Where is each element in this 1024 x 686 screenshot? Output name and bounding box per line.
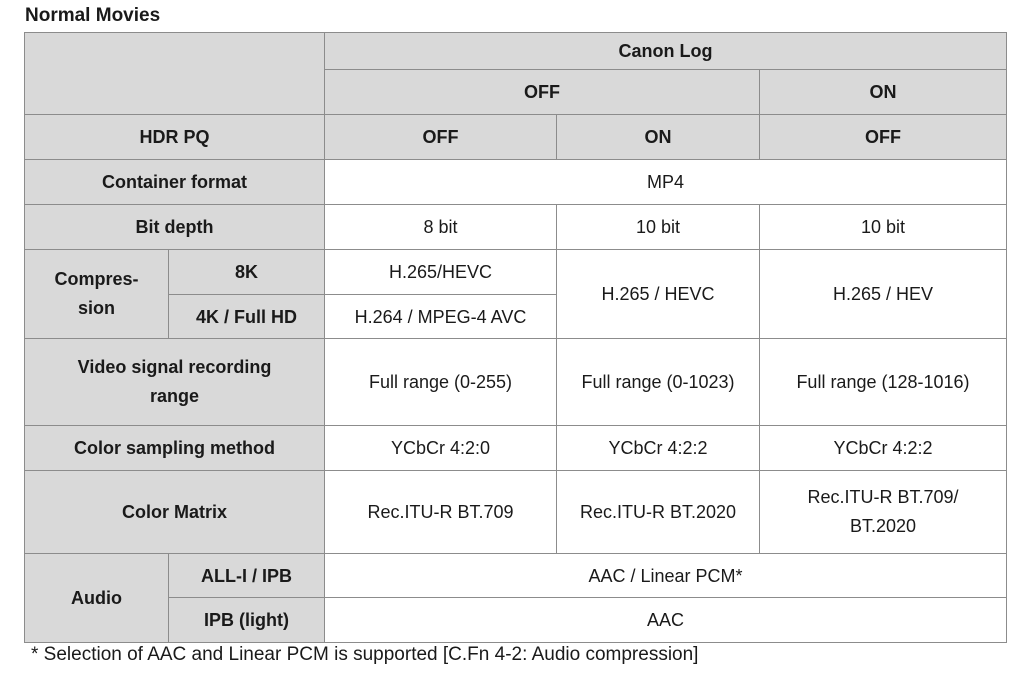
normal-movies-spec-table [24,32,1007,643]
compression-col3: H.265 / HEV [760,250,1007,339]
color-matrix-col3-line2: BT.2020 [849,516,917,536]
table-row-video-signal [25,339,1007,426]
bit-depth-col1: 8 bit [325,205,557,250]
canon-log-on-header: ON [760,70,1007,115]
bit-depth-col3: 10 bit [760,205,1007,250]
bit-depth-col2: 10 bit [557,205,760,250]
video-signal-col3: Full range (128-1016) [760,339,1007,426]
table-row-color-sampling [25,426,1007,471]
table-row-audio-ipb-light [25,598,1007,643]
canon-log-off-header: OFF [325,70,760,115]
compression-label-line1: Compres- [54,269,139,289]
table-row-compression-8k [25,250,1007,295]
container-format-value: MP4 [325,160,1007,205]
color-matrix-col3 [760,471,1007,554]
hdr-pq-off-header: OFF [325,115,557,160]
compression-4k-col1: H.264 / MPEG-4 AVC [325,295,557,339]
page-title: Normal Movies [25,5,161,26]
header-row-canon-log [25,33,1007,70]
compression-label-line2: sion [77,298,115,318]
table-row-bit-depth [25,205,1007,250]
hdr-pq-label: HDR PQ [25,115,325,160]
compression-label [25,250,169,339]
audio-label: Audio [25,554,169,643]
color-matrix-col3-line1: Rec.ITU-R BT.709/ [807,487,959,507]
table-row-color-matrix [25,471,1007,554]
color-sampling-col3: YCbCr 4:2:2 [760,426,1007,471]
compression-col2: H.265 / HEVC [557,250,760,339]
video-signal-col1: Full range (0-255) [325,339,557,426]
compression-4k-label: 4K / Full HD [169,295,325,339]
video-signal-label-line2: range [149,386,200,406]
compression-8k-col1: H.265/HEVC [325,250,557,295]
table-row-container-format [25,160,1007,205]
header-row-hdr-pq [25,115,1007,160]
container-format-label: Container format [25,160,325,205]
table-row-audio-all-i [25,554,1007,598]
video-signal-label [25,339,325,426]
color-sampling-col2: YCbCr 4:2:2 [557,426,760,471]
color-matrix-col2: Rec.ITU-R BT.2020 [557,471,760,554]
color-sampling-label: Color sampling method [25,426,325,471]
audio-all-i-label: ALL-I / IPB [169,554,325,598]
canon-log-header: Canon Log [325,33,1007,70]
hdr-pq-off-header-2: OFF [760,115,1007,160]
corner-cell [25,33,325,115]
footnote: * Selection of AAC and Linear PCM is supported [C.Fn 4-2: Audio compression] [31,644,699,665]
hdr-pq-on-header: ON [557,115,760,160]
audio-ipb-light-label: IPB (light) [169,598,325,643]
color-matrix-label: Color Matrix [25,471,325,554]
color-sampling-col1: YCbCr 4:2:0 [325,426,557,471]
video-signal-label-line1: Video signal recording [77,357,272,377]
bit-depth-label: Bit depth [25,205,325,250]
audio-ipb-light-value: AAC [325,598,1007,643]
audio-all-i-value: AAC / Linear PCM* [325,554,1007,598]
video-signal-col2: Full range (0-1023) [557,339,760,426]
compression-8k-label: 8K [169,250,325,295]
color-matrix-col1: Rec.ITU-R BT.709 [325,471,557,554]
